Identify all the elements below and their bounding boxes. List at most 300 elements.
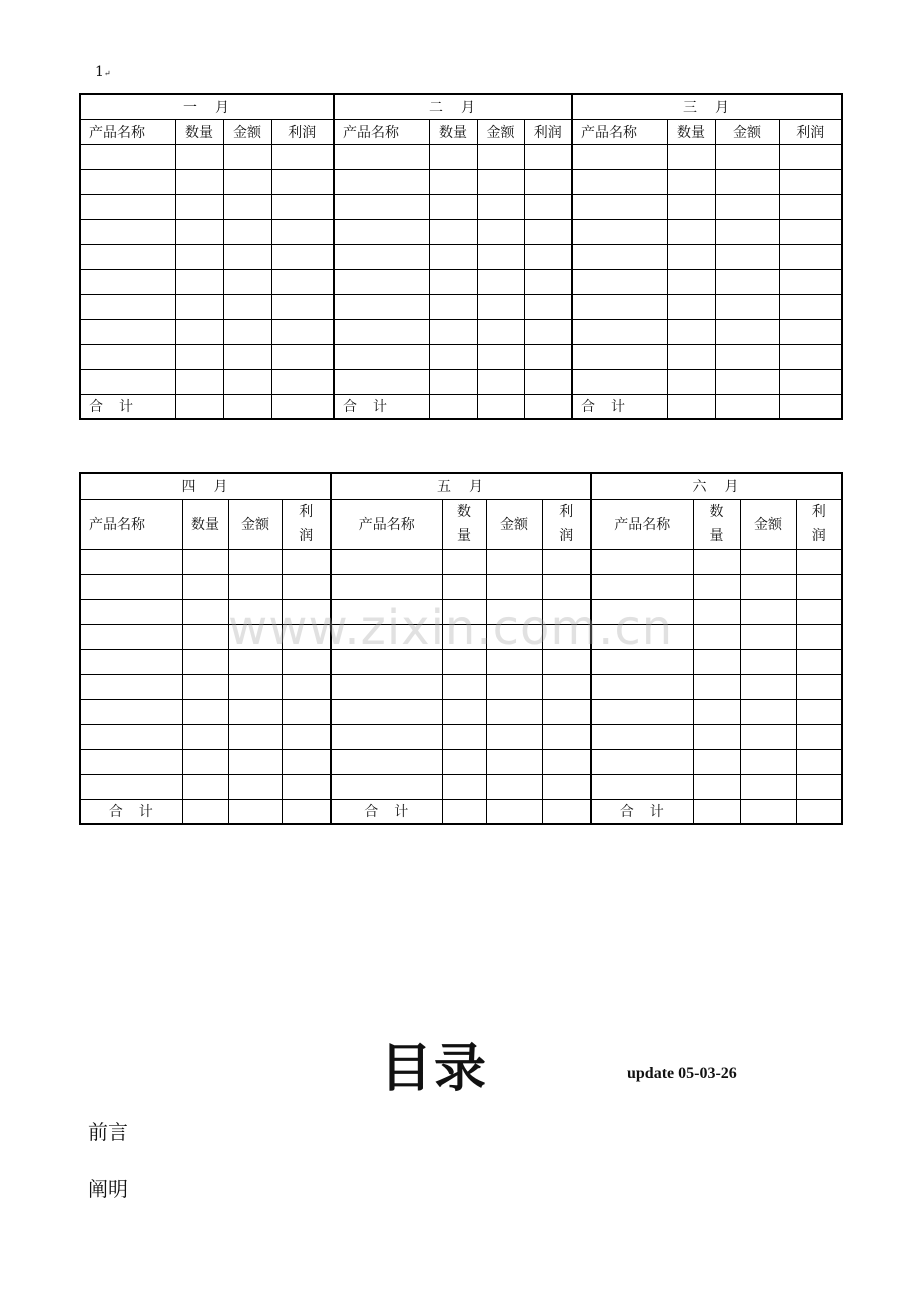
update-note: update 05-03-26 bbox=[627, 1065, 737, 1082]
table-cell[interactable] bbox=[80, 269, 175, 294]
table-cell[interactable] bbox=[796, 549, 842, 574]
page-number: 1↵ bbox=[95, 64, 111, 80]
col-header-product: 产品名称 bbox=[572, 119, 667, 144]
table-cell[interactable] bbox=[477, 144, 524, 169]
table-cell[interactable] bbox=[271, 244, 334, 269]
table-cell[interactable] bbox=[572, 244, 667, 269]
table-cell[interactable] bbox=[796, 699, 842, 724]
table-cell[interactable] bbox=[271, 319, 334, 344]
col-header-amount: 金额 bbox=[228, 499, 282, 549]
table-cell[interactable] bbox=[572, 144, 667, 169]
table-cell[interactable] bbox=[271, 169, 334, 194]
toc-item-explanation[interactable]: 阐明 bbox=[88, 1177, 128, 1201]
total-row bbox=[80, 799, 842, 824]
table-cell[interactable] bbox=[740, 649, 796, 674]
table-cell[interactable] bbox=[477, 219, 524, 244]
table-cell[interactable] bbox=[175, 269, 223, 294]
table-cell[interactable] bbox=[331, 574, 442, 599]
table-cell[interactable] bbox=[477, 194, 524, 219]
table-cell[interactable] bbox=[779, 394, 842, 419]
table-cell[interactable] bbox=[572, 269, 667, 294]
table-cell[interactable] bbox=[175, 344, 223, 369]
table-cell[interactable] bbox=[80, 749, 182, 774]
table-cell[interactable] bbox=[228, 799, 282, 824]
table-cell[interactable] bbox=[334, 369, 429, 394]
table-cell[interactable] bbox=[223, 219, 271, 244]
table-cell[interactable] bbox=[80, 369, 175, 394]
table-cell[interactable] bbox=[228, 774, 282, 799]
table-cell[interactable] bbox=[667, 219, 715, 244]
table-cell[interactable] bbox=[524, 369, 572, 394]
table-cell[interactable] bbox=[796, 624, 842, 649]
col-header-quantity: 数量 bbox=[182, 499, 228, 549]
table-cell[interactable] bbox=[667, 344, 715, 369]
col-header-profit: 利润 bbox=[779, 119, 842, 144]
table-cell[interactable] bbox=[182, 649, 228, 674]
table-cell[interactable] bbox=[796, 799, 842, 824]
table-cell[interactable] bbox=[334, 169, 429, 194]
table-cell[interactable] bbox=[429, 369, 477, 394]
table-cell[interactable] bbox=[715, 144, 779, 169]
table-cell[interactable] bbox=[442, 649, 486, 674]
table-cell[interactable] bbox=[524, 219, 572, 244]
table-cell[interactable] bbox=[429, 169, 477, 194]
table-cell[interactable] bbox=[796, 599, 842, 624]
table-cell[interactable] bbox=[542, 649, 591, 674]
col-header-product: 产品名称 bbox=[334, 119, 429, 144]
table-row bbox=[80, 169, 842, 194]
table-cell[interactable] bbox=[182, 624, 228, 649]
table-cell[interactable] bbox=[334, 269, 429, 294]
table-cell[interactable] bbox=[667, 319, 715, 344]
table-cell[interactable] bbox=[223, 319, 271, 344]
table-cell[interactable] bbox=[715, 244, 779, 269]
table-cell[interactable] bbox=[693, 674, 740, 699]
table-cell[interactable] bbox=[715, 294, 779, 319]
table-cell[interactable] bbox=[175, 144, 223, 169]
table-cell[interactable] bbox=[331, 749, 442, 774]
table-cell[interactable] bbox=[228, 574, 282, 599]
table-cell[interactable] bbox=[228, 599, 282, 624]
table-cell[interactable] bbox=[542, 599, 591, 624]
table-cell[interactable] bbox=[524, 169, 572, 194]
table-cell[interactable] bbox=[486, 699, 542, 724]
table-cell[interactable] bbox=[572, 319, 667, 344]
table-cell[interactable] bbox=[715, 369, 779, 394]
table-cell[interactable] bbox=[715, 269, 779, 294]
total-label: 合 计 bbox=[331, 799, 442, 824]
table-row bbox=[80, 774, 842, 799]
table-cell[interactable] bbox=[271, 269, 334, 294]
table-cell[interactable] bbox=[282, 649, 331, 674]
table-cell[interactable] bbox=[282, 549, 331, 574]
table-cell[interactable] bbox=[779, 344, 842, 369]
table-cell[interactable] bbox=[80, 219, 175, 244]
table-cell[interactable] bbox=[331, 549, 442, 574]
table-cell[interactable] bbox=[715, 169, 779, 194]
table-cell[interactable] bbox=[429, 219, 477, 244]
table-cell[interactable] bbox=[779, 369, 842, 394]
table-cell[interactable] bbox=[779, 194, 842, 219]
table-cell[interactable] bbox=[271, 369, 334, 394]
table-cell[interactable] bbox=[477, 169, 524, 194]
table-cell[interactable] bbox=[779, 294, 842, 319]
table-row bbox=[80, 319, 842, 344]
table-cell[interactable] bbox=[740, 599, 796, 624]
table-cell[interactable] bbox=[334, 194, 429, 219]
table-cell[interactable] bbox=[740, 624, 796, 649]
total-row bbox=[80, 394, 842, 419]
table-cell[interactable] bbox=[796, 724, 842, 749]
month-header-may: 五 月 bbox=[331, 473, 591, 499]
table-cell[interactable] bbox=[282, 724, 331, 749]
table-cell[interactable] bbox=[524, 344, 572, 369]
table-cell[interactable] bbox=[486, 749, 542, 774]
table-cell[interactable] bbox=[667, 169, 715, 194]
col-header-product: 产品名称 bbox=[331, 499, 442, 549]
table-cell[interactable] bbox=[779, 269, 842, 294]
table-cell[interactable] bbox=[429, 344, 477, 369]
table-cell[interactable] bbox=[223, 369, 271, 394]
table-cell[interactable] bbox=[271, 394, 334, 419]
toc-title: 目录 bbox=[380, 1039, 489, 1099]
table-cell[interactable] bbox=[182, 574, 228, 599]
table-cell[interactable] bbox=[271, 219, 334, 244]
table-cell[interactable] bbox=[693, 749, 740, 774]
table-cell[interactable] bbox=[442, 624, 486, 649]
month-header-jan: 一 月 bbox=[80, 94, 334, 119]
col-header-profit: 利润 bbox=[524, 119, 572, 144]
table-cell[interactable] bbox=[486, 774, 542, 799]
total-label: 合 计 bbox=[80, 394, 175, 419]
table-cell[interactable] bbox=[223, 194, 271, 219]
table-cell[interactable] bbox=[779, 219, 842, 244]
table-cell[interactable] bbox=[667, 269, 715, 294]
table-cell[interactable] bbox=[182, 774, 228, 799]
table-cell[interactable] bbox=[429, 194, 477, 219]
table-cell[interactable] bbox=[331, 649, 442, 674]
table-cell[interactable] bbox=[334, 294, 429, 319]
table-cell[interactable] bbox=[331, 699, 442, 724]
table-cell[interactable] bbox=[542, 799, 591, 824]
table-cell[interactable] bbox=[80, 674, 182, 699]
table-cell[interactable] bbox=[175, 369, 223, 394]
table-cell[interactable] bbox=[524, 194, 572, 219]
table-cell[interactable] bbox=[271, 194, 334, 219]
table-cell[interactable] bbox=[282, 574, 331, 599]
table-cell[interactable] bbox=[80, 774, 182, 799]
table-cell[interactable] bbox=[442, 674, 486, 699]
col-header-amount: 金额 bbox=[740, 499, 796, 549]
table-cell[interactable] bbox=[175, 319, 223, 344]
table-cell[interactable] bbox=[282, 799, 331, 824]
table-cell[interactable] bbox=[80, 144, 175, 169]
month-header-jun: 六 月 bbox=[591, 473, 842, 499]
table-cell[interactable] bbox=[271, 144, 334, 169]
table-cell[interactable] bbox=[524, 144, 572, 169]
table-cell[interactable] bbox=[477, 369, 524, 394]
table-cell[interactable] bbox=[282, 774, 331, 799]
table-cell[interactable] bbox=[572, 344, 667, 369]
table-cell[interactable] bbox=[524, 294, 572, 319]
table-cell[interactable] bbox=[442, 799, 486, 824]
table-cell[interactable] bbox=[80, 294, 175, 319]
table-cell[interactable] bbox=[486, 624, 542, 649]
table-cell[interactable] bbox=[591, 624, 693, 649]
col-header-product: 产品名称 bbox=[80, 499, 182, 549]
table-cell[interactable] bbox=[228, 649, 282, 674]
table-cell[interactable] bbox=[331, 724, 442, 749]
total-label: 合 计 bbox=[572, 394, 667, 419]
table-cell[interactable] bbox=[334, 219, 429, 244]
table-cell[interactable] bbox=[442, 724, 486, 749]
table-cell[interactable] bbox=[442, 749, 486, 774]
table-cell[interactable] bbox=[175, 169, 223, 194]
table-row bbox=[80, 219, 842, 244]
table-cell[interactable] bbox=[779, 169, 842, 194]
table-cell[interactable] bbox=[282, 699, 331, 724]
table-cell[interactable] bbox=[486, 674, 542, 699]
table-cell[interactable] bbox=[182, 674, 228, 699]
table-cell[interactable] bbox=[542, 699, 591, 724]
table-cell[interactable] bbox=[223, 244, 271, 269]
table-cell[interactable] bbox=[667, 369, 715, 394]
table-cell[interactable] bbox=[175, 219, 223, 244]
table-cell[interactable] bbox=[223, 269, 271, 294]
table-cell[interactable] bbox=[175, 394, 223, 419]
table-cell[interactable] bbox=[542, 624, 591, 649]
table-cell[interactable] bbox=[740, 799, 796, 824]
table-cell[interactable] bbox=[591, 774, 693, 799]
table-cell[interactable] bbox=[693, 599, 740, 624]
table-cell[interactable] bbox=[667, 394, 715, 419]
table-cell[interactable] bbox=[182, 549, 228, 574]
table-cell[interactable] bbox=[429, 244, 477, 269]
table-cell[interactable] bbox=[524, 319, 572, 344]
table-cell[interactable] bbox=[442, 549, 486, 574]
table-cell[interactable] bbox=[542, 674, 591, 699]
table-cell[interactable] bbox=[80, 624, 182, 649]
table-cell[interactable] bbox=[80, 244, 175, 269]
table-cell[interactable] bbox=[175, 294, 223, 319]
table-cell[interactable] bbox=[779, 319, 842, 344]
table-cell[interactable] bbox=[542, 774, 591, 799]
table-cell[interactable] bbox=[80, 724, 182, 749]
table-cell[interactable] bbox=[182, 749, 228, 774]
table-row bbox=[80, 574, 842, 599]
table-cell[interactable] bbox=[542, 574, 591, 599]
table-cell[interactable] bbox=[80, 344, 175, 369]
table-cell[interactable] bbox=[591, 699, 693, 724]
table-cell[interactable] bbox=[429, 319, 477, 344]
table-cell[interactable] bbox=[228, 624, 282, 649]
table-row bbox=[80, 369, 842, 394]
table-cell[interactable] bbox=[334, 319, 429, 344]
table-cell[interactable] bbox=[223, 344, 271, 369]
table-cell[interactable] bbox=[779, 244, 842, 269]
table-cell[interactable] bbox=[542, 724, 591, 749]
table-cell[interactable] bbox=[715, 194, 779, 219]
table-cell[interactable] bbox=[442, 699, 486, 724]
table-cell[interactable] bbox=[271, 294, 334, 319]
table-cell[interactable] bbox=[331, 774, 442, 799]
table-cell[interactable] bbox=[477, 394, 524, 419]
table-cell[interactable] bbox=[80, 649, 182, 674]
q1-data-rows bbox=[80, 144, 842, 394]
table-cell[interactable] bbox=[740, 674, 796, 699]
table-cell[interactable] bbox=[429, 394, 477, 419]
table-row bbox=[80, 649, 842, 674]
table-cell[interactable] bbox=[80, 169, 175, 194]
table-cell[interactable] bbox=[542, 549, 591, 574]
table-cell[interactable] bbox=[572, 194, 667, 219]
table-cell[interactable] bbox=[693, 549, 740, 574]
col-header-product: 产品名称 bbox=[80, 119, 175, 144]
table-cell[interactable] bbox=[591, 649, 693, 674]
table-cell[interactable] bbox=[486, 649, 542, 674]
table-cell[interactable] bbox=[429, 269, 477, 294]
table-cell[interactable] bbox=[715, 344, 779, 369]
table-cell[interactable] bbox=[331, 674, 442, 699]
table-cell[interactable] bbox=[715, 319, 779, 344]
table-cell[interactable] bbox=[693, 699, 740, 724]
table-cell[interactable] bbox=[715, 394, 779, 419]
table-cell[interactable] bbox=[693, 574, 740, 599]
table-cell[interactable] bbox=[796, 774, 842, 799]
table-cell[interactable] bbox=[477, 244, 524, 269]
table-cell[interactable] bbox=[693, 799, 740, 824]
table-cell[interactable] bbox=[524, 269, 572, 294]
table-cell[interactable] bbox=[796, 674, 842, 699]
table-cell[interactable] bbox=[223, 394, 271, 419]
table-cell[interactable] bbox=[175, 244, 223, 269]
table-cell[interactable] bbox=[282, 624, 331, 649]
table-row bbox=[80, 344, 842, 369]
table-cell[interactable] bbox=[477, 269, 524, 294]
table-cell[interactable] bbox=[334, 244, 429, 269]
table-cell[interactable] bbox=[486, 799, 542, 824]
table-cell[interactable] bbox=[282, 749, 331, 774]
table-cell[interactable] bbox=[591, 674, 693, 699]
col-header-amount: 金额 bbox=[477, 119, 524, 144]
table-cell[interactable] bbox=[572, 369, 667, 394]
table-cell[interactable] bbox=[740, 749, 796, 774]
table-cell[interactable] bbox=[182, 699, 228, 724]
table-cell[interactable] bbox=[740, 574, 796, 599]
table-cell[interactable] bbox=[80, 549, 182, 574]
table-cell[interactable] bbox=[779, 144, 842, 169]
table-cell[interactable] bbox=[715, 219, 779, 244]
table-cell[interactable] bbox=[175, 194, 223, 219]
table-cell[interactable] bbox=[228, 724, 282, 749]
table-cell[interactable] bbox=[740, 699, 796, 724]
table-cell[interactable] bbox=[331, 599, 442, 624]
table-cell[interactable] bbox=[442, 574, 486, 599]
table-cell[interactable] bbox=[796, 574, 842, 599]
table-cell[interactable] bbox=[572, 169, 667, 194]
table-cell[interactable] bbox=[796, 749, 842, 774]
table-cell[interactable] bbox=[477, 294, 524, 319]
table-cell[interactable] bbox=[542, 749, 591, 774]
table-cell[interactable] bbox=[693, 774, 740, 799]
table-cell[interactable] bbox=[80, 599, 182, 624]
table-cell[interactable] bbox=[80, 574, 182, 599]
table-cell[interactable] bbox=[228, 674, 282, 699]
month-header-apr: 四 月 bbox=[80, 473, 331, 499]
table-cell[interactable] bbox=[740, 549, 796, 574]
table-cell[interactable] bbox=[334, 344, 429, 369]
table-cell[interactable] bbox=[591, 574, 693, 599]
table-cell[interactable] bbox=[80, 194, 175, 219]
table-cell[interactable] bbox=[442, 599, 486, 624]
table-cell[interactable] bbox=[667, 244, 715, 269]
table-cell[interactable] bbox=[740, 724, 796, 749]
table-cell[interactable] bbox=[429, 144, 477, 169]
table-cell[interactable] bbox=[429, 294, 477, 319]
table-cell[interactable] bbox=[486, 574, 542, 599]
table-row bbox=[80, 294, 842, 319]
table-cell[interactable] bbox=[667, 194, 715, 219]
table-cell[interactable] bbox=[693, 624, 740, 649]
table-cell[interactable] bbox=[271, 344, 334, 369]
q2-data-rows bbox=[80, 549, 842, 799]
col-header-profit: 利 润 bbox=[282, 499, 331, 549]
table-cell[interactable] bbox=[442, 774, 486, 799]
table-cell[interactable] bbox=[223, 294, 271, 319]
table-cell[interactable] bbox=[572, 219, 667, 244]
table-cell[interactable] bbox=[477, 319, 524, 344]
table-row bbox=[80, 599, 842, 624]
table-cell[interactable] bbox=[331, 624, 442, 649]
table-cell[interactable] bbox=[223, 144, 271, 169]
table-cell[interactable] bbox=[486, 724, 542, 749]
table-cell[interactable] bbox=[667, 144, 715, 169]
table-cell[interactable] bbox=[80, 319, 175, 344]
table-cell[interactable] bbox=[486, 599, 542, 624]
col-header-amount: 金额 bbox=[223, 119, 271, 144]
table-cell[interactable] bbox=[228, 699, 282, 724]
table-row bbox=[80, 699, 842, 724]
table-cell[interactable] bbox=[334, 144, 429, 169]
table-cell[interactable] bbox=[80, 699, 182, 724]
table-cell[interactable] bbox=[796, 649, 842, 674]
toc-item-preface[interactable]: 前言 bbox=[88, 1120, 128, 1144]
table-cell[interactable] bbox=[740, 774, 796, 799]
table-cell[interactable] bbox=[591, 749, 693, 774]
table-cell[interactable] bbox=[591, 724, 693, 749]
col-header-quantity: 数 量 bbox=[442, 499, 486, 549]
table-cell[interactable] bbox=[524, 394, 572, 419]
table-cell[interactable] bbox=[693, 724, 740, 749]
table-cell[interactable] bbox=[182, 799, 228, 824]
table-cell[interactable] bbox=[477, 344, 524, 369]
table-cell[interactable] bbox=[228, 749, 282, 774]
table-cell[interactable] bbox=[223, 169, 271, 194]
table-cell[interactable] bbox=[282, 674, 331, 699]
table-row bbox=[80, 144, 842, 169]
table-cell[interactable] bbox=[591, 599, 693, 624]
table-cell[interactable] bbox=[182, 599, 228, 624]
table-cell[interactable] bbox=[486, 549, 542, 574]
table-cell[interactable] bbox=[693, 649, 740, 674]
table-cell[interactable] bbox=[667, 294, 715, 319]
table-cell[interactable] bbox=[524, 244, 572, 269]
table-cell[interactable] bbox=[182, 724, 228, 749]
table-cell[interactable] bbox=[228, 549, 282, 574]
table-cell[interactable] bbox=[572, 294, 667, 319]
table-cell[interactable] bbox=[591, 549, 693, 574]
table-cell[interactable] bbox=[282, 599, 331, 624]
